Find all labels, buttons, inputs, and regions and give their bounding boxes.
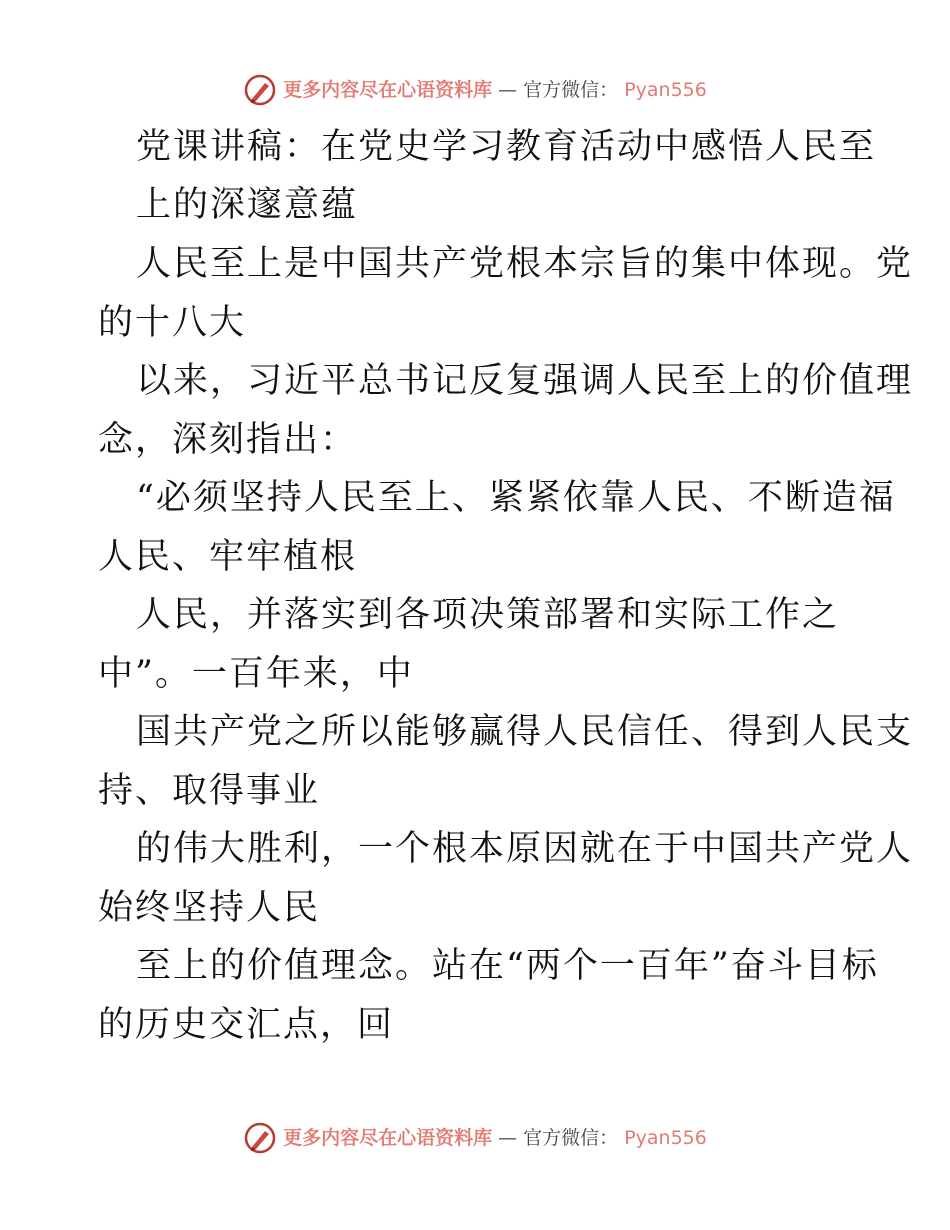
text-line: 人民，并落实到各项决策部署和实际工作之 bbox=[136, 595, 840, 635]
banner-main-text: 更多内容尽在心语资料库 bbox=[283, 78, 493, 101]
text-line: 以来，习近平总书记反复强调人民至上的价值理 bbox=[136, 361, 914, 401]
text-line: 人民至上是中国共产党根本宗旨的集中体现。党 bbox=[136, 244, 914, 284]
text-line: 持、取得事业 bbox=[98, 771, 321, 811]
pen-logo-icon bbox=[243, 73, 277, 107]
text-line: 至上的价值理念。站在“两个一百年”奋斗目标 bbox=[136, 946, 879, 986]
text-line: “必须坚持人民至上、紧紧依靠人民、不断造福 bbox=[136, 478, 896, 518]
banner-wechat-id: Pyan556 bbox=[624, 1126, 707, 1149]
banner-wechat-id: Pyan556 bbox=[624, 78, 707, 101]
text-line: 始终坚持人民 bbox=[98, 888, 321, 928]
text-line: 人民、牢牢植根 bbox=[98, 537, 358, 577]
pen-logo-icon bbox=[243, 1121, 277, 1155]
text-line: 的历史交汇点，回 bbox=[98, 1005, 395, 1045]
banner-separator: — bbox=[498, 78, 518, 101]
banner-wechat-label: 官方微信： bbox=[523, 78, 619, 101]
text-line: 念，深刻指出： bbox=[98, 420, 358, 460]
text-line: 国共产党之所以能够赢得人民信任、得到人民支 bbox=[136, 712, 914, 752]
banner-main-text: 更多内容尽在心语资料库 bbox=[283, 1126, 493, 1149]
text-line: 中”。一百年来，中 bbox=[98, 654, 414, 694]
header-banner bbox=[0, 70, 950, 110]
banner-wechat-label: 官方微信： bbox=[523, 1126, 619, 1149]
footer-banner bbox=[0, 1118, 950, 1158]
text-line: 的十八大 bbox=[98, 303, 247, 343]
title-line-2: 上的深邃意蕴 bbox=[136, 185, 359, 225]
banner-separator: — bbox=[498, 1126, 518, 1149]
text-line: 的伟大胜利，一个根本原因就在于中国共产党人 bbox=[136, 829, 914, 869]
title-line-1: 党课讲稿：在党史学习教育活动中感悟人民至 bbox=[136, 127, 877, 167]
